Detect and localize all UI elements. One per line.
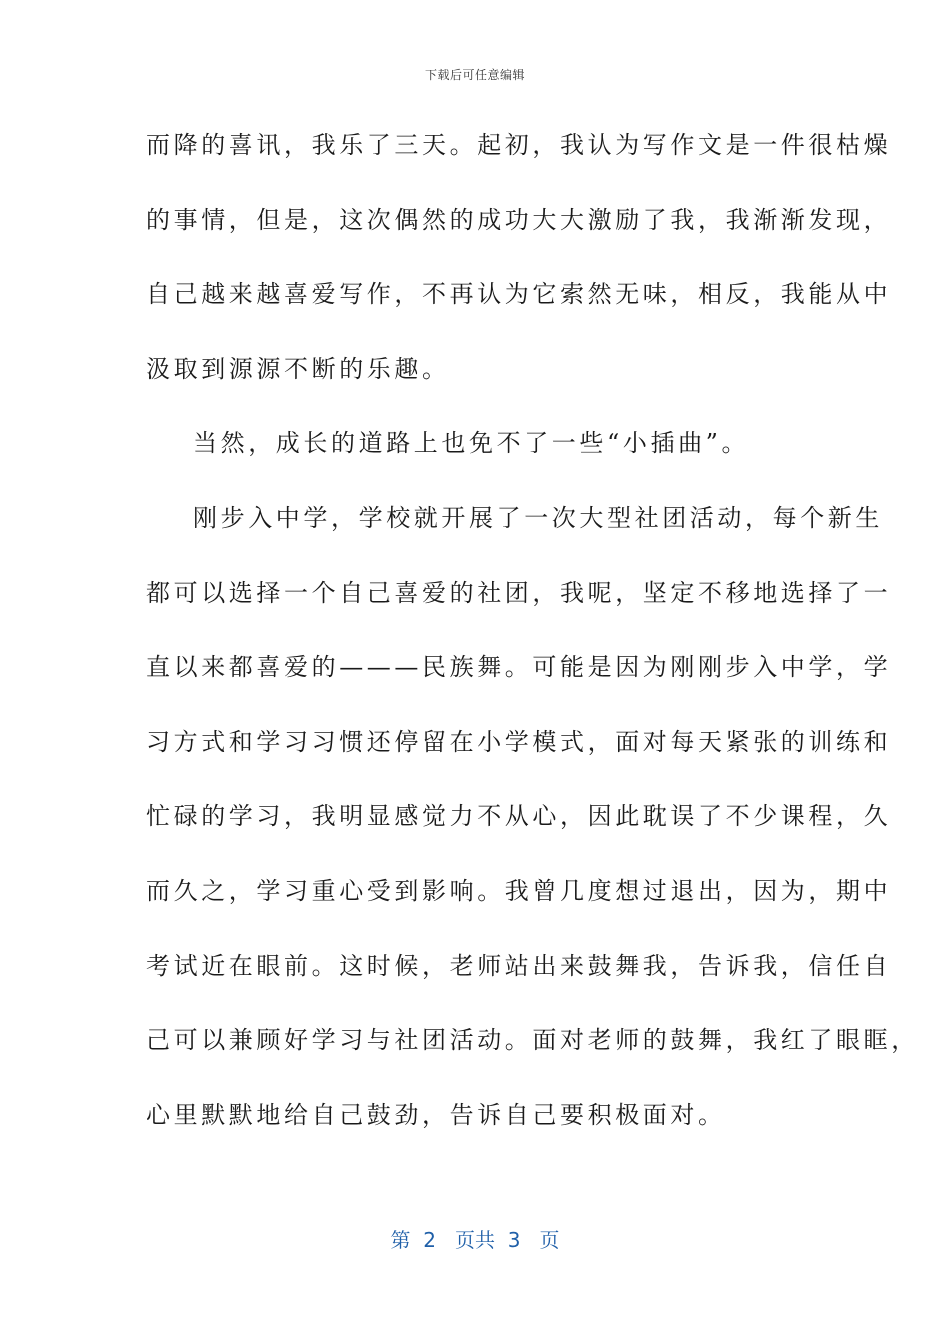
page-number: 第 2 页共 3 页 bbox=[390, 1228, 560, 1252]
text-line: 忙碌的学习，我明显感觉力不从心，因此耽误了不少课程，久 bbox=[146, 802, 892, 831]
text-line: 己可以兼顾好学习与社团活动。面对老师的鼓舞，我红了眼眶， bbox=[146, 1026, 919, 1055]
text-line: 都可以选择一个自己喜爱的社团，我呢，坚定不移地选择了一 bbox=[146, 578, 892, 607]
paragraph-start-line: 当然，成长的道路上也免不了一些“小插曲”。 bbox=[193, 429, 750, 458]
text-line: 自己越来越喜爱写作，不再认为它索然无味，相反，我能从中 bbox=[146, 280, 892, 309]
text-line: 的事情，但是，这次偶然的成功大大激励了我，我渐渐发现， bbox=[146, 205, 892, 234]
text-line: 考试近在眼前。这时候，老师站出来鼓舞我，告诉我，信任自 bbox=[146, 951, 892, 980]
text-line: 而降的喜讯，我乐了三天。起初，我认为写作文是一件很枯燥 bbox=[146, 131, 892, 159]
paragraph-start-line: 刚步入中学，学校就开展了一次大型社团活动，每个新生 bbox=[193, 503, 883, 532]
text-line: 而久之，学习重心受到影响。我曾几度想过退出，因为，期中 bbox=[146, 876, 892, 905]
text-line: 直以来都喜爱的———民族舞。可能是因为刚刚步入中学，学 bbox=[146, 653, 892, 682]
document-body bbox=[146, 118, 919, 1162]
header-note: 下载后可任意编辑 bbox=[424, 68, 525, 82]
text-line: 习方式和学习习惯还停留在小学模式，面对每天紧张的训练和 bbox=[146, 727, 892, 756]
text-line: 心里默默地给自己鼓劲，告诉自己要积极面对。 bbox=[146, 1100, 726, 1129]
text-line: 汲取到源源不断的乐趣。 bbox=[146, 354, 450, 383]
